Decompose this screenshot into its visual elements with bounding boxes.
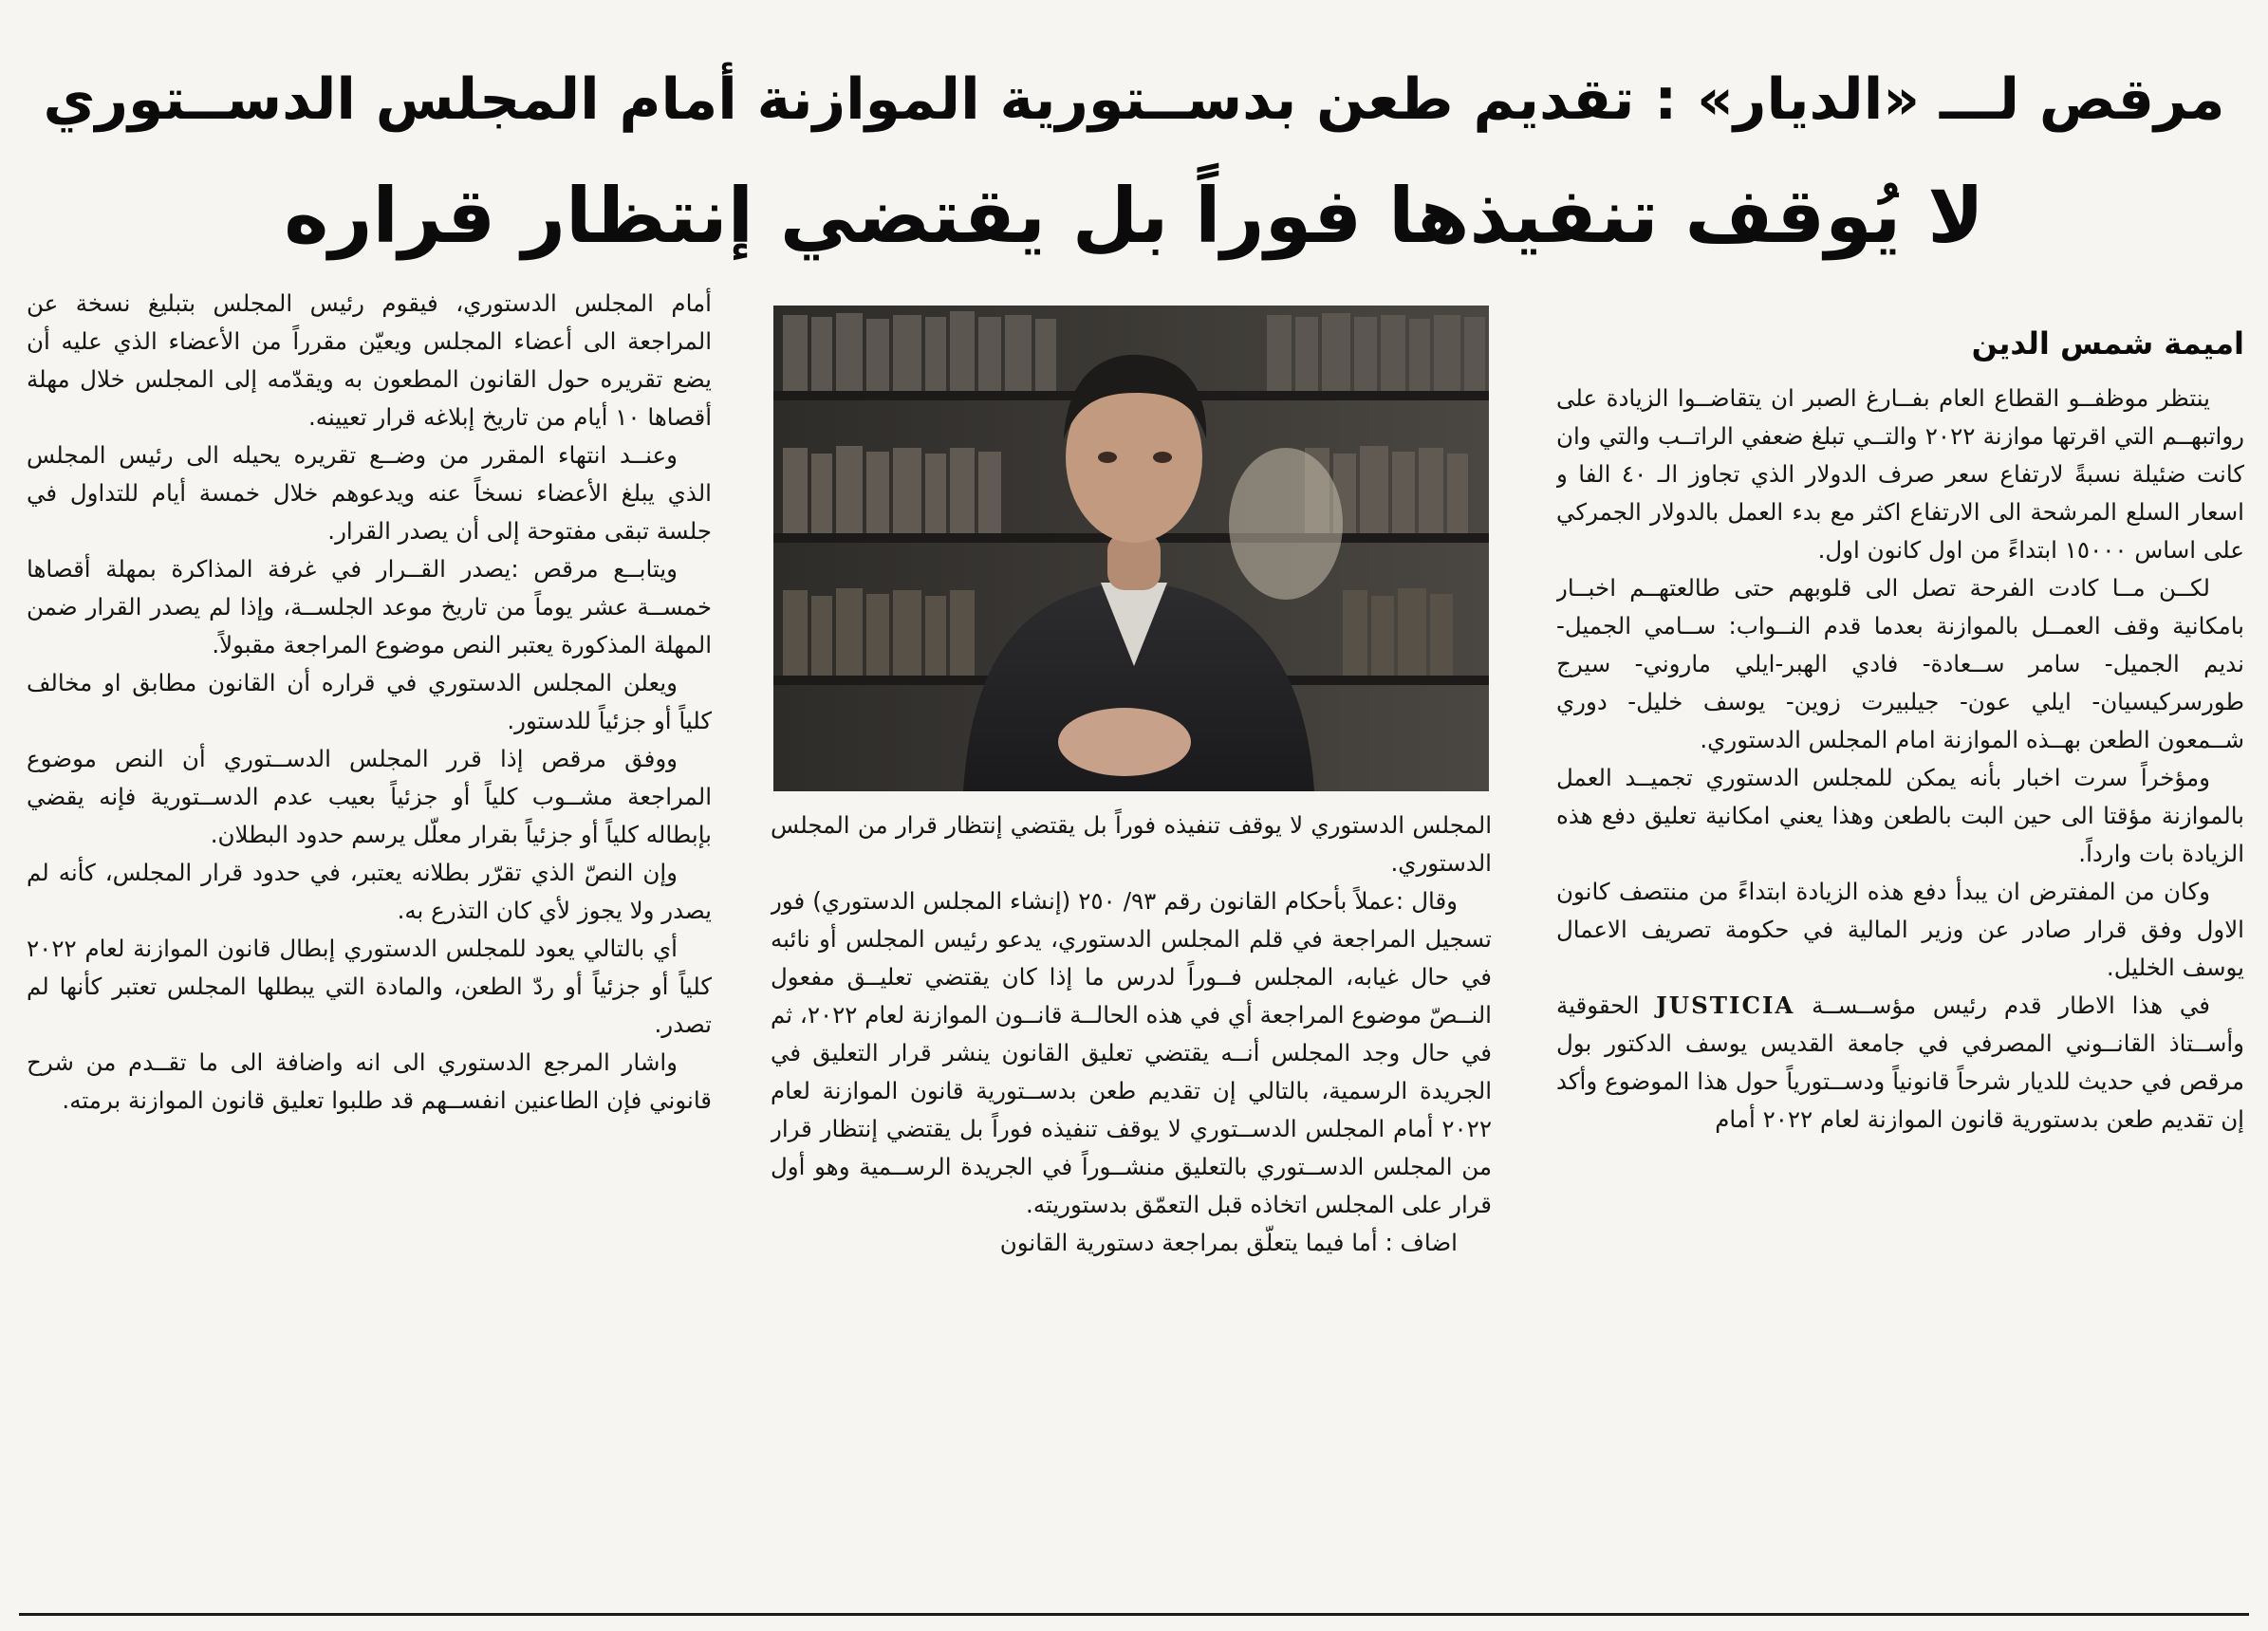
portrait-photo bbox=[773, 306, 1489, 791]
paragraph: اضاف : أما فيما يتعلّق بمراجعة دستورية القانون bbox=[999, 1229, 1458, 1256]
author-byline: اميمة شمس الدين bbox=[1971, 325, 2244, 361]
paragraph: وقال :عملاً بأحكام القانون رقم ٩٣/ ٢٥٠ (إنشاء المجلس الدستوري) فور تسجيل المراجعة في قلم المجلس الدستوري، يدعو رئيس المجلس أو نائبه في حال غيابه، المجلس فــوراً لدرس ما إذا كان يقتضي تعليــق مفعول النــصّ موضوع المراجعة أي في هذه الحالــة قانــون الموازنة لعام ٢٠٢٢، ثم في حال وجد المجلس أنــه يقتضي تعليق القانون ينشر قرار التعليق في الجريدة الرسمية، بالتالي إن تقديم طعن بدســتورية قانون الموازنة لعام ٢٠٢٢ أمام المجلس الدســتوري لا يوقف تنفيذه فوراً بل يقتضي إنتظار قرار من المجلس الدســتوري بالتعليق منشــوراً في الجريدة الرســمية وهو أول قرار على المجلس اتخاذه قبل التعمّق بدستوريته. bbox=[771, 887, 1492, 1218]
paragraph: وكان من المفترض ان يبدأ دفع هذه الزيادة ابتداءً من منتصف كانون الاول وفق قرار صادر عن وزير المالية في حكومة تصريف الاعمال يوسف الخليل. bbox=[1556, 878, 2244, 981]
bottom-rule bbox=[19, 1613, 2249, 1616]
portrait-illustration bbox=[773, 306, 1489, 791]
paragraph: ينتظر موظفــو القطاع العام بفــارغ الصبر ان يتقاضــوا الزيادة على رواتبهــم التي اقرتها موازنة ٢٠٢٢ والتــي تبلغ ضعفي الراتــب والتي وان كانت ضئيلة نسبةً لارتفاع سعر صرف الدولار الذي تجاوز الـ ٤٠ الفا و اسعار السلع المرشحة الى الارتفاع اكثر مع بدء العمل بالدولار الجمركي على اساس ١٥٠٠٠ ابتداءً من اول كانون اول. bbox=[1556, 384, 2244, 564]
article-column-left bbox=[27, 285, 712, 1589]
article-column-middle bbox=[771, 806, 1492, 1594]
paragraph: لكــن مــا كادت الفرحة تصل الى قلوبهم حتى طالعتهــم اخبــار بامكانية وقف العمــل بالموازنة بعدما قدم النــواب: ســامي الجميل- نديم الجميل- سامر ســعادة- فادي الهبر-ايلي ماروني- سيرج طورسركيسيان- ايلي عون- جيلبيرت زوين- يوسف خليل- دوري شــمعون الطعن بهــذه الموازنة امام المجلس الدستوري. bbox=[1556, 574, 2244, 753]
organization-name: JUSTICIA bbox=[1656, 992, 1795, 1019]
paragraph bbox=[1556, 987, 2244, 1139]
paragraph-text: الحقوقية وأســتاذ القانــوني المصرفي في جامعة القديس يوسف الدكتور بول مرقص في حديث للديار شرحاً قانونياً ودســتورياً حول هذا الموضوع وأكد إن تقديم طعن بدستورية قانون الموازنة لعام ٢٠٢٢ أمام bbox=[1556, 992, 2244, 1133]
paragraph: أي بالتالي يعود للمجلس الدستوري إبطال قانون الموازنة لعام ٢٠٢٢ كلياً أو جزئياً أو ردّ الطعن، والمادة التي يبطلها المجلس تعتبر كأنها لم تصدر. bbox=[27, 935, 712, 1038]
paragraph: أمام المجلس الدستوري، فيقوم رئيس المجلس بتبليغ نسخة عن المراجعة الى أعضاء المجلس ويعيّن مقرراً من الأعضاء الذي عليه أن يضع تقريره حول القانون المطعون به ويقدّمه إلى المجلس خلال مهلة أقصاها ١٠ أيام من تاريخ إبلاغه قرار تعيينه. bbox=[27, 289, 712, 431]
headline-line-2: لا يُوقف تنفيذها فوراً بل يقتضي إنتظار قراره bbox=[284, 172, 1984, 260]
paragraph-text: في هذا الاطار قدم رئيس مؤســســة bbox=[1812, 992, 2211, 1019]
paragraph: وإن النصّ الذي تقرّر بطلانه يعتبر، في حدود قرار المجلس، كأنه لم يصدر ولا يجوز لأي كان التذرع به. bbox=[27, 859, 712, 924]
paragraph: ويتابــع مرقص :يصدر القــرار في غرفة المذاكرة بمهلة أقصاها خمســة عشر يوماً من تاريخ موعد الجلســة، وإذا لم يصدر القرار ضمن المهلة المذكورة يعتبر النص موضوع المراجعة مقبولاً. bbox=[27, 555, 712, 658]
headline-line-1: مرقص لـــ «الديار» : تقديم طعن بدســتورية الموازنة أمام المجلس الدســتوري bbox=[43, 66, 2225, 133]
paragraph: المجلس الدستوري لا يوقف تنفيذه فوراً بل يقتضي إنتظار قرار من المجلس الدستوري. bbox=[771, 811, 1492, 877]
paragraph: ومؤخراً سرت اخبار بأنه يمكن للمجلس الدستوري تجميــد العمل بالموازنة مؤقتا الى حين البت بالطعن وهذا يعني امكانية تعليق دفع هذه الزيادة بات وارداً. bbox=[1556, 764, 2244, 867]
article-column-right bbox=[1556, 285, 2244, 1589]
paragraph: واشار المرجع الدستوري الى انه واضافة الى ما تقــدم من شرح قانوني فإن الطاعنين انفســهم قد طلبوا تعليق قانون الموازنة برمته. bbox=[27, 1048, 712, 1114]
paragraph: ووفق مرقص إذا قرر المجلس الدســتوري أن النص موضوع المراجعة مشــوب كلياً أو جزئياً بعيب عدم الدســتورية فإنه يقضي بإبطاله كلياً أو جزئياً بقرار معلّل يرسم حدود البطلان. bbox=[27, 745, 712, 848]
paragraph: وعنــد انتهاء المقرر من وضــع تقريره يحيله الى رئيس المجلس الذي يبلغ الأعضاء نسخاً عنه ويدعوهم خلال خمسة أيام للتداول في جلسة تبقى مفتوحة إلى أن يصدر القرار. bbox=[27, 441, 712, 545]
paragraph: ويعلن المجلس الدستوري في قراره أن القانون مطابق او مخالف كلياً أو جزئياً للدستور. bbox=[27, 669, 712, 734]
